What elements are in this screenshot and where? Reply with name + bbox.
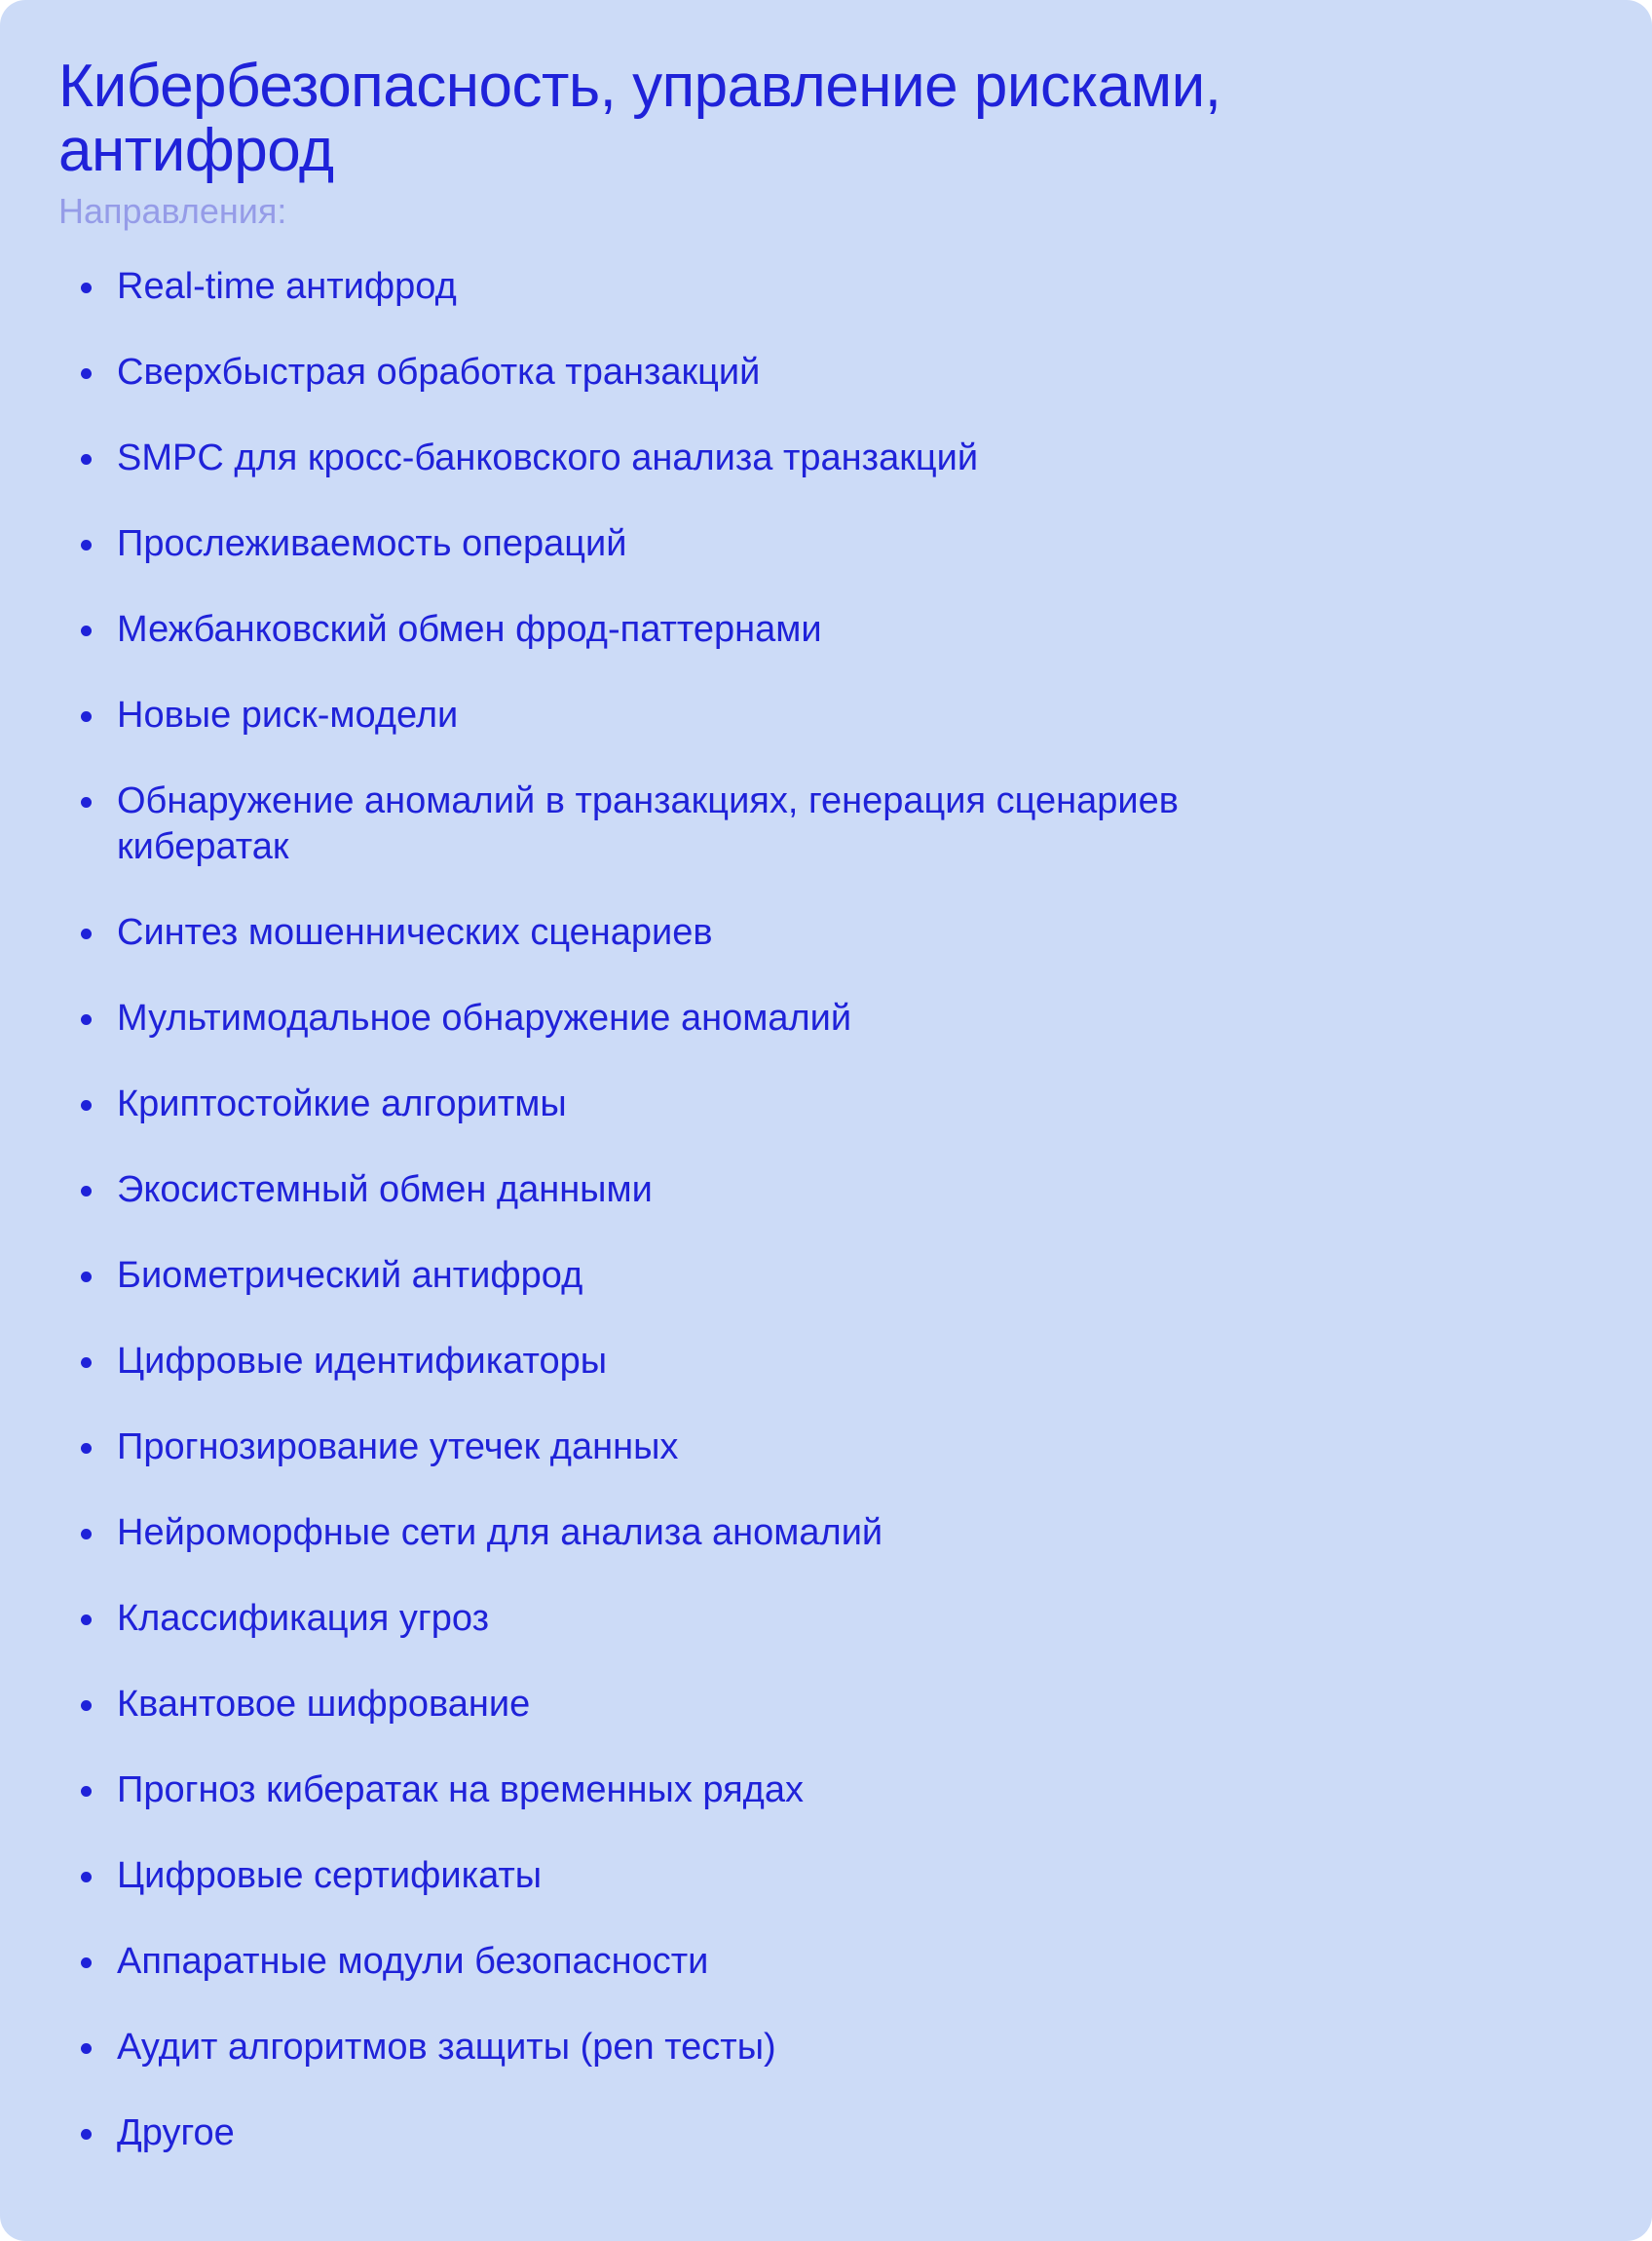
bullet-icon	[81, 540, 92, 551]
bullet-icon	[81, 368, 92, 379]
bullet-icon	[81, 1014, 92, 1025]
list-item-label: Прогнозирование утечек данных	[117, 1426, 679, 1467]
list-item	[58, 1939, 1334, 1985]
list-item-label: Другое	[117, 2112, 235, 2153]
list-item	[58, 1510, 1334, 1556]
section-subtitle: Направления:	[58, 191, 287, 231]
list-item-label: Мультимодальное обнаружение аномалий	[117, 998, 852, 1039]
bullet-icon	[81, 2129, 92, 2140]
list-item-label: Криптостойкие алгоритмы	[117, 1083, 567, 1124]
bullet-icon	[81, 1186, 92, 1196]
bullet-icon	[81, 1100, 92, 1111]
bullet-icon	[81, 283, 92, 293]
list-item	[58, 1424, 1334, 1470]
list-item	[58, 607, 1334, 653]
list-item-label: Биометрический антифрод	[117, 1255, 583, 1296]
bullet-icon	[81, 929, 92, 939]
list-item-label: Экосистемный обмен данными	[117, 1169, 653, 1210]
list-item	[58, 521, 1334, 567]
bullet-icon	[81, 1786, 92, 1797]
list-item-label: Классификация угроз	[117, 1598, 490, 1639]
list-item	[58, 1682, 1334, 1728]
list-item	[58, 2025, 1334, 2070]
list-item-label: Real-time антифрод	[117, 266, 457, 307]
bullet-icon	[81, 454, 92, 465]
bullet-icon	[81, 626, 92, 636]
list-item	[58, 1253, 1334, 1299]
list-item-label: Новые риск-модели	[117, 695, 459, 736]
bullet-icon	[81, 1529, 92, 1539]
list-item	[58, 693, 1334, 739]
list-item	[58, 264, 1334, 310]
bullet-icon	[81, 1957, 92, 1968]
list-item-label: Цифровые идентификаторы	[117, 1341, 608, 1382]
page-title: Кибербезопасность, управление рисками, антифрод	[58, 53, 1221, 184]
list-item	[58, 1167, 1334, 1213]
bullet-icon	[81, 797, 92, 808]
list-item	[58, 436, 1334, 481]
list-item-label: Прогноз кибератак на временных рядах	[117, 1769, 804, 1810]
list-item-label: Цифровые сертификаты	[117, 1855, 543, 1896]
bullet-icon	[81, 1443, 92, 1454]
bullet-icon	[81, 1872, 92, 1882]
list-item-label: Нейроморфные сети для анализа аномалий	[117, 1512, 883, 1553]
list-item	[58, 779, 1334, 870]
list-item-label: Аудит алгоритмов защиты (pen тесты)	[117, 2027, 776, 2068]
bullet-icon	[81, 1272, 92, 1282]
list-item-label: SMPC для кросс-банковского анализа транзакций	[117, 437, 979, 478]
bullet-icon	[81, 1357, 92, 1368]
bullet-icon	[81, 711, 92, 722]
list-item	[58, 996, 1334, 1042]
list-item-label: Сверхбыстрая обработка транзакций	[117, 352, 761, 393]
list-item	[58, 1082, 1334, 1127]
bullet-icon	[81, 2043, 92, 2054]
list-item	[58, 1596, 1334, 1642]
list-item	[58, 1339, 1334, 1385]
list-item-label: Межбанковский обмен фрод-паттернами	[117, 609, 822, 650]
list-item-label: Квантовое шифрование	[117, 1684, 531, 1725]
bullet-icon	[81, 1700, 92, 1711]
list-item	[58, 910, 1334, 956]
list-item-label: Аппаратные модули безопасности	[117, 1941, 709, 1982]
list-item-label: Прослеживаемость операций	[117, 523, 627, 564]
list-item-label: Обнаружение аномалий в транзакциях, генерация сценариев кибератак	[117, 780, 1179, 867]
directions-list	[58, 264, 1594, 2156]
list-item	[58, 1767, 1334, 1813]
list-item	[58, 2110, 1334, 2156]
bullet-icon	[81, 1614, 92, 1625]
list-item-label: Синтез мошеннических сценариев	[117, 912, 713, 953]
list-item	[58, 1853, 1334, 1899]
list-item	[58, 350, 1334, 396]
